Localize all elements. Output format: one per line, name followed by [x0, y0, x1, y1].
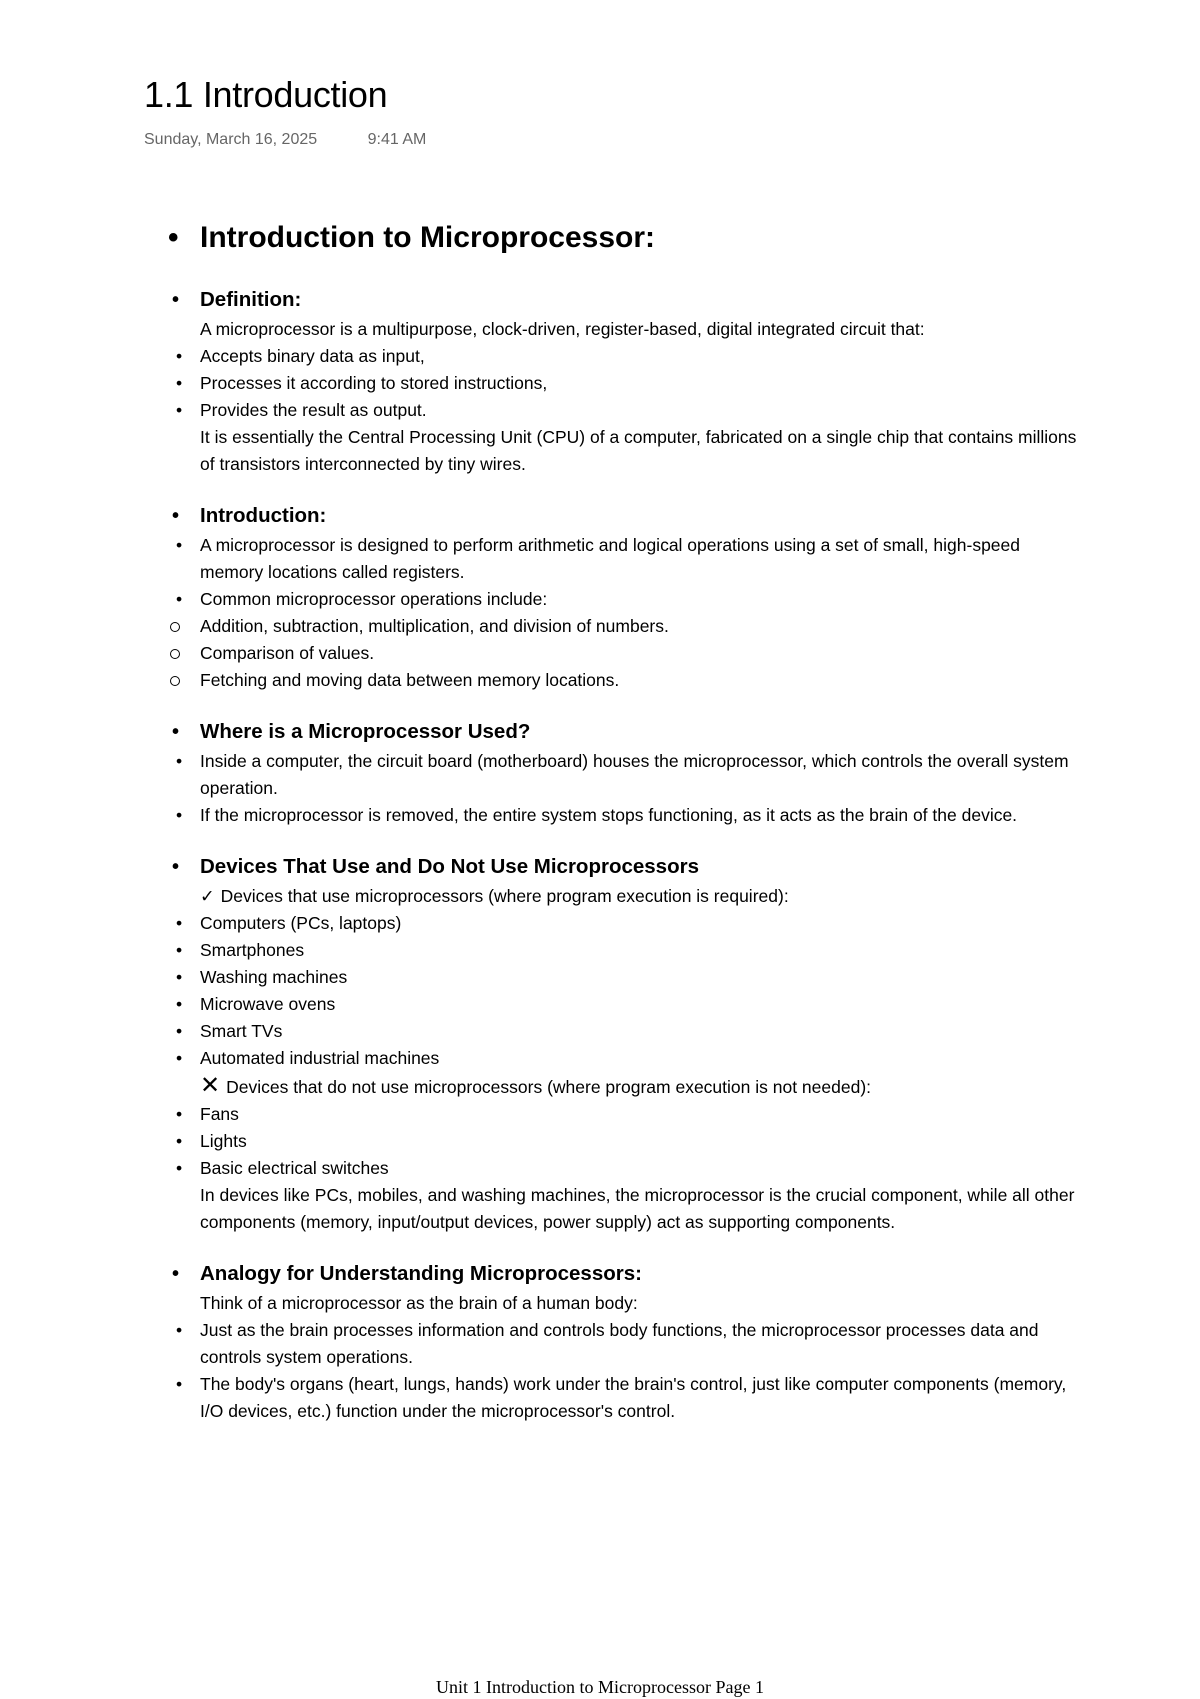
page-title: 1.1 Introduction [144, 74, 388, 115]
list-item: Comparison of values. [200, 640, 1080, 667]
page-footer: Unit 1 Introduction to Microprocessor Page 1 [436, 1677, 764, 1697]
main-heading: • Introduction to Microprocessor: [200, 218, 1080, 258]
page-date: Sunday, March 16, 2025 [144, 131, 318, 148]
section-title: • Analogy for Understanding Microprocessors: [200, 1258, 1080, 1290]
list-item: • Just as the brain processes information and controls body functions, the microprocessor processes data and controls system operations. [200, 1317, 1080, 1371]
use-devices-list [200, 910, 1080, 1072]
list-item: • Processes it according to stored instructions, [200, 370, 1080, 397]
list-item: • Computers (PCs, laptops) [200, 910, 1080, 937]
section-title: • Definition: [200, 284, 1080, 316]
use-heading-text: Devices that use microprocessors (where program execution is required): [220, 886, 789, 906]
list-item: • Accepts binary data as input, [200, 343, 1080, 370]
list-item: • Smart TVs [200, 1018, 1080, 1045]
list-item: • Fans [200, 1101, 1080, 1128]
analogy-list [200, 1317, 1080, 1425]
list-item: • Inside a computer, the circuit board (motherboard) houses the microprocessor, which controls the overall system operation. [200, 748, 1080, 802]
list-item: • Provides the result as output. [200, 397, 1080, 424]
page-meta [144, 131, 426, 149]
list-item: • Automated industrial machines [200, 1045, 1080, 1072]
section-analogy [200, 1258, 1080, 1425]
list-item: • A microprocessor is designed to perform arithmetic and logical operations using a set of small, high-speed memory locations called registers. [200, 532, 1080, 586]
list-item: Addition, subtraction, multiplication, and division of numbers. [200, 613, 1080, 640]
introduction-list [200, 532, 1080, 694]
list-item: • Lights [200, 1128, 1080, 1155]
definition-list [200, 343, 1080, 424]
devices-closing: In devices like PCs, mobiles, and washing machines, the microprocessor is the crucial component, while all other components (memory, input/output devices, power supply) act as supporting components. [200, 1185, 1075, 1232]
list-item: • The body's organs (heart, lungs, hands) work under the brain's control, just like computer components (memory, I/O devices, etc.) function under the microprocessor's control. [200, 1371, 1080, 1425]
list-item-text: Common microprocessor operations include: [200, 589, 548, 609]
list-item [200, 586, 1080, 694]
list-item: Fetching and moving data between memory locations. [200, 667, 1080, 694]
note-content [200, 218, 1080, 1447]
page-time: 9:41 AM [367, 131, 427, 148]
section-definition [200, 284, 1080, 478]
list-item: • Smartphones [200, 937, 1080, 964]
analogy-intro: Think of a microprocessor as the brain of a human body: [200, 1293, 638, 1313]
list-item: • Washing machines [200, 964, 1080, 991]
where-used-list [200, 748, 1080, 829]
list-item: • If the microprocessor is removed, the entire system stops functioning, as it acts as the brain of the device. [200, 802, 1080, 829]
nouse-heading [200, 1072, 1080, 1101]
operations-list [200, 613, 1080, 694]
check-icon: ✓ [200, 886, 215, 906]
section-title: • Introduction: [200, 500, 1080, 532]
definition-closing: It is essentially the Central Processing Unit (CPU) of a computer, fabricated on a single chip that contains millions of transistors interconnected by tiny wires. [200, 427, 1077, 474]
list-item: • Basic electrical switches [200, 1155, 1080, 1182]
nouse-heading-text: Devices that do not use microprocessors (where program execution is not needed): [226, 1077, 872, 1097]
cross-icon: ✕ [200, 1072, 221, 1099]
section-title: • Devices That Use and Do Not Use Microprocessors [200, 851, 1080, 883]
section-where-used [200, 716, 1080, 829]
section-introduction [200, 500, 1080, 694]
section-devices [200, 851, 1080, 1236]
definition-intro: A microprocessor is a multipurpose, clock-driven, register-based, digital integrated circuit that: [200, 319, 925, 339]
section-title: • Where is a Microprocessor Used? [200, 716, 1080, 748]
use-heading [200, 883, 1080, 910]
nouse-devices-list [200, 1101, 1080, 1182]
list-item: • Microwave ovens [200, 991, 1080, 1018]
